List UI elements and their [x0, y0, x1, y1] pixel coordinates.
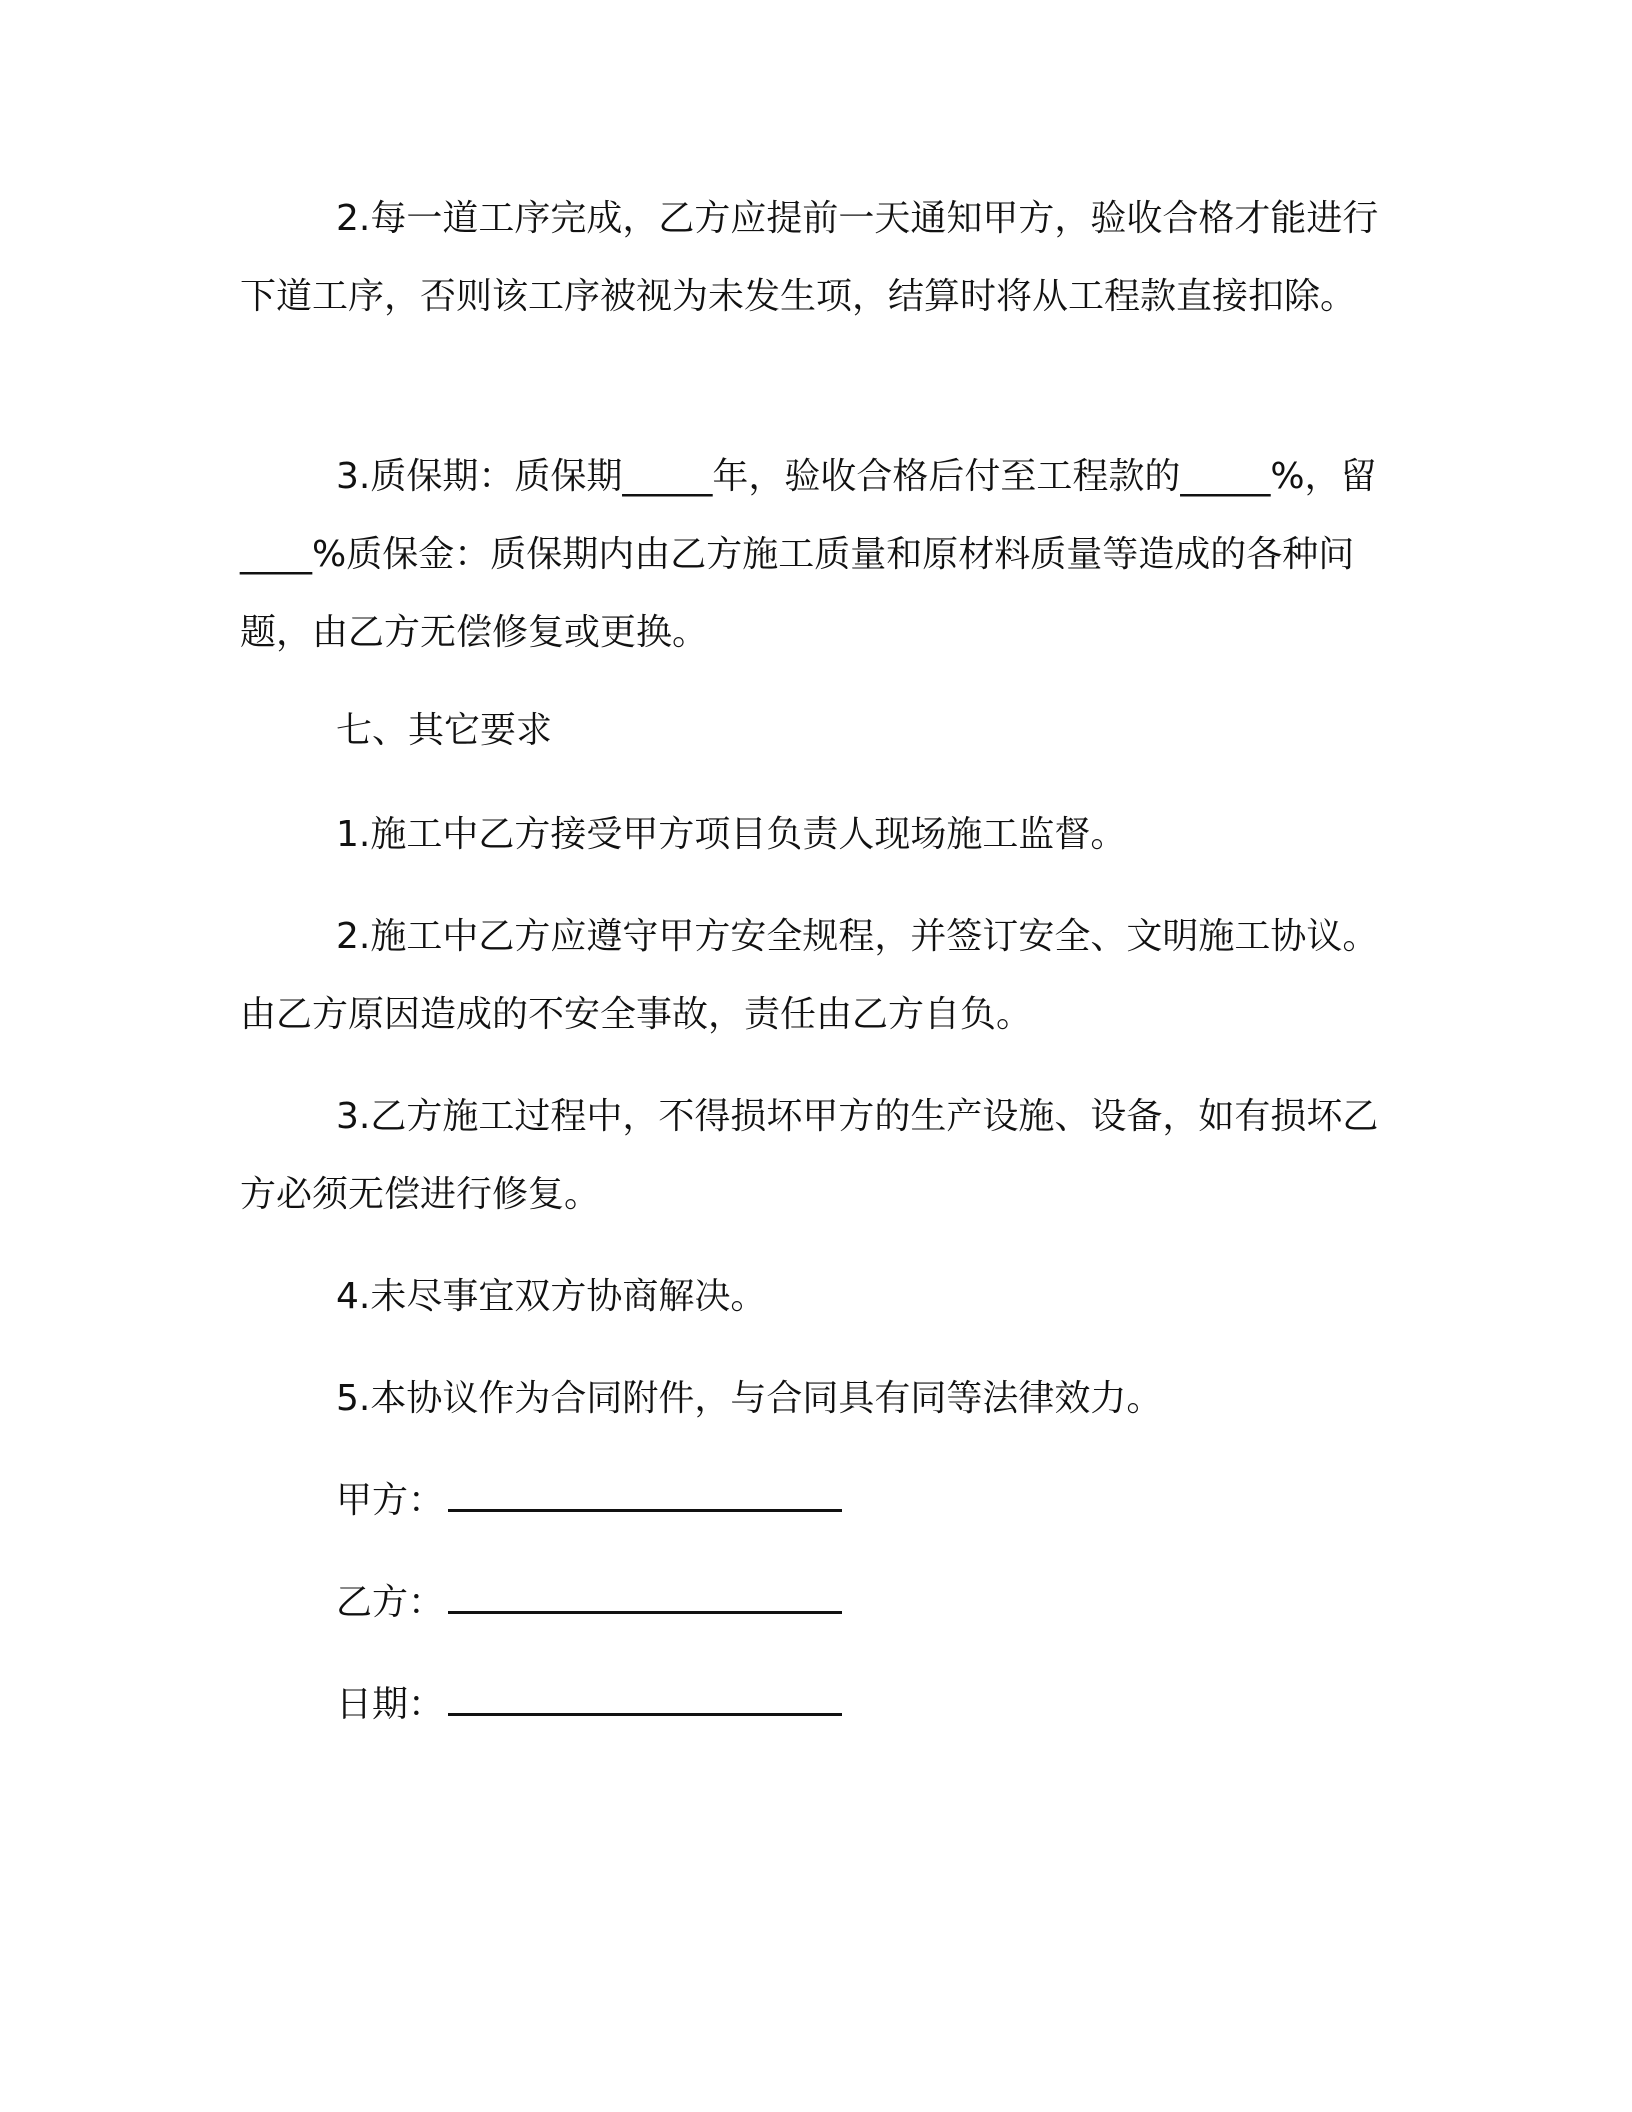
paragraph-legal-effect: 5.本协议作为合同附件，与合同具有同等法律效力。 — [336, 1378, 1163, 1419]
date-signature-line — [448, 1677, 842, 1716]
party-b-signature-row — [336, 1564, 842, 1642]
party-a-signature-row — [336, 1462, 842, 1540]
date-signature-row — [336, 1666, 842, 1744]
party-a-label: 甲方： — [336, 1480, 445, 1521]
paragraph-supervision: 1.施工中乙方接受甲方项目负责人现场施工监督。 — [336, 814, 1127, 855]
party-a-signature-line — [448, 1473, 842, 1512]
paragraph-safety-rules: 2.施工中乙方应遵守甲方安全规程，并签订安全、文明施工协议。由乙方原因造成的不安全事故，责任由乙方自负。 — [240, 916, 1379, 1035]
paragraph-no-damage: 3.乙方施工过程中，不得损坏甲方的生产设施、设备，如有损坏乙方必须无偿进行修复。 — [240, 1096, 1379, 1215]
party-b-label: 乙方： — [336, 1582, 445, 1623]
section-heading-other-requirements: 七、其它要求 — [336, 710, 553, 751]
paragraph-process-acceptance: 2.每一道工序完成，乙方应提前一天通知甲方，验收合格才能进行下道工序，否则该工序被视为未发生项，结算时将从工程款直接扣除。 — [240, 198, 1379, 317]
paragraph-warranty-period: 3.质保期：质保期_____年，验收合格后付至工程款的_____%，留____%质保金：质保期内由乙方施工质量和原材料质量等造成的各种问题，由乙方无偿修复或更换。 — [240, 456, 1377, 653]
paragraph-unresolved-matters: 4.未尽事宜双方协商解决。 — [336, 1276, 767, 1317]
party-b-signature-line — [448, 1575, 842, 1614]
date-label: 日期： — [336, 1684, 445, 1725]
